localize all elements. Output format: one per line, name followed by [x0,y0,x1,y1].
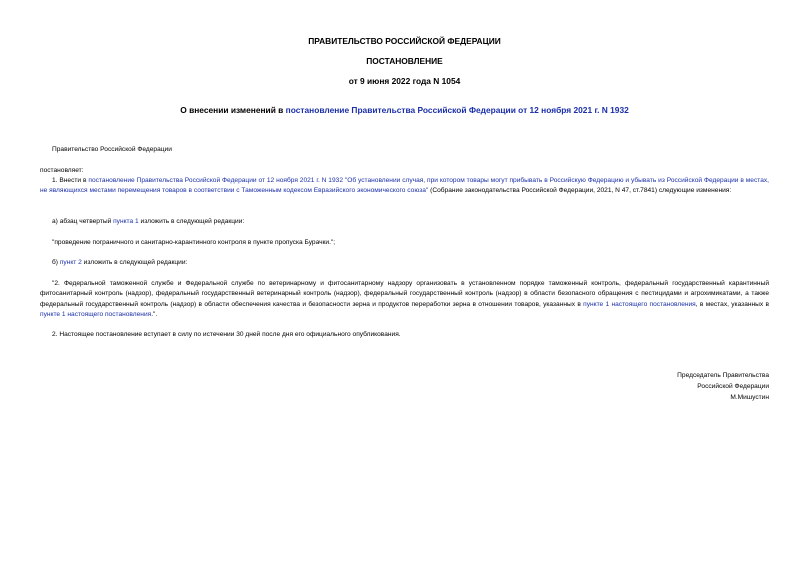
title-link[interactable]: постановление Правительства Российской Федерации от 12 ноября 2021 г. N 1932 [285,105,629,115]
government-heading: ПРАВИТЕЛЬСТВО РОССИЙСКОЙ ФЕДЕРАЦИИ [308,36,501,46]
quote-b-middle: , в местах, указанных в [695,300,769,308]
paragraph-1-start: 1. Внести в [52,177,89,184]
title-prefix: О внесении изменений в [180,105,286,115]
subparagraph-b-start: б) [52,259,60,266]
subparagraph-a-end: изложить в следующей редакции: [138,218,245,225]
signature-position-line-2: Российской Федерации [697,383,769,390]
point-1-reference-link-2[interactable]: пункте 1 настоящего постановления [40,310,152,318]
point-1-reference-link-1[interactable]: пункте 1 настоящего постановления [583,300,696,308]
quote-b-end: .". [151,310,158,318]
date-number-heading: от 9 июня 2022 года N 1054 [348,76,461,86]
paragraph-2: 2. Настоящее постановление вступает в силу по истечении 30 дней после дня его официального опубликования. [52,331,401,338]
document-type-heading: ПОСТАНОВЛЕНИЕ [366,56,443,66]
paragraph-1 [40,176,769,197]
quote-a: "проведение пограничного и санитарно-карантинного контроля в пункте пропуска Бурачки."; [52,239,336,246]
document-title [40,105,769,115]
resolution-1932-link[interactable]: постановление Правительства Российской Федерации от 12 ноября 2021 г. N 1932 "Об установлении случая, при котором товары могут прибывать в Российскую Федерацию и убывать из Российской Федерации в местах, не являющихся местами перемещения товаров в соответствии с Таможенным кодексом Евразийского экономического союза" [40,177,769,195]
quote-b [40,279,769,320]
issuer-text: Правительство Российской Федерации [52,146,172,153]
issuer-line [40,145,769,155]
decides-line: постановляет: [40,167,84,174]
paragraph-1-end: (Собрание законодательства Российской Федерации, 2021, N 47, ст.7841) следующие изменения: [428,187,732,195]
subparagraph-b-end: изложить в следующей редакции: [81,259,188,266]
signature-name: М.Мишустин [730,394,769,401]
subparagraph-a-start: а) абзац четвертый [52,218,114,225]
subparagraph-b [40,258,769,268]
document-page [40,0,769,571]
point-1-link[interactable]: пункта 1 [113,218,139,225]
subparagraph-a [40,217,769,227]
signature-position-line-1: Председатель Правительства [677,372,769,379]
quote-b-start: "2. Федеральной таможенной службе и Федеральной службе по ветеринарному и фитосанитарному надзору организовать в установленном порядке таможенный контроль, федеральный государственный карантинный фитосанитарный контроль (надзор), федеральный государственный ветеринарный контроль (надзор), федеральный государственный контроль (надзор) в области безопасного обращения с пестицидами и агрохимикатами, а также федеральный государственный контроль (надзор) в области обеспечения качества и безопасности зерна и продуктов переработки зерна в отношении товаров, указанных в [40,280,769,308]
point-2-link[interactable]: пункт 2 [59,259,82,266]
